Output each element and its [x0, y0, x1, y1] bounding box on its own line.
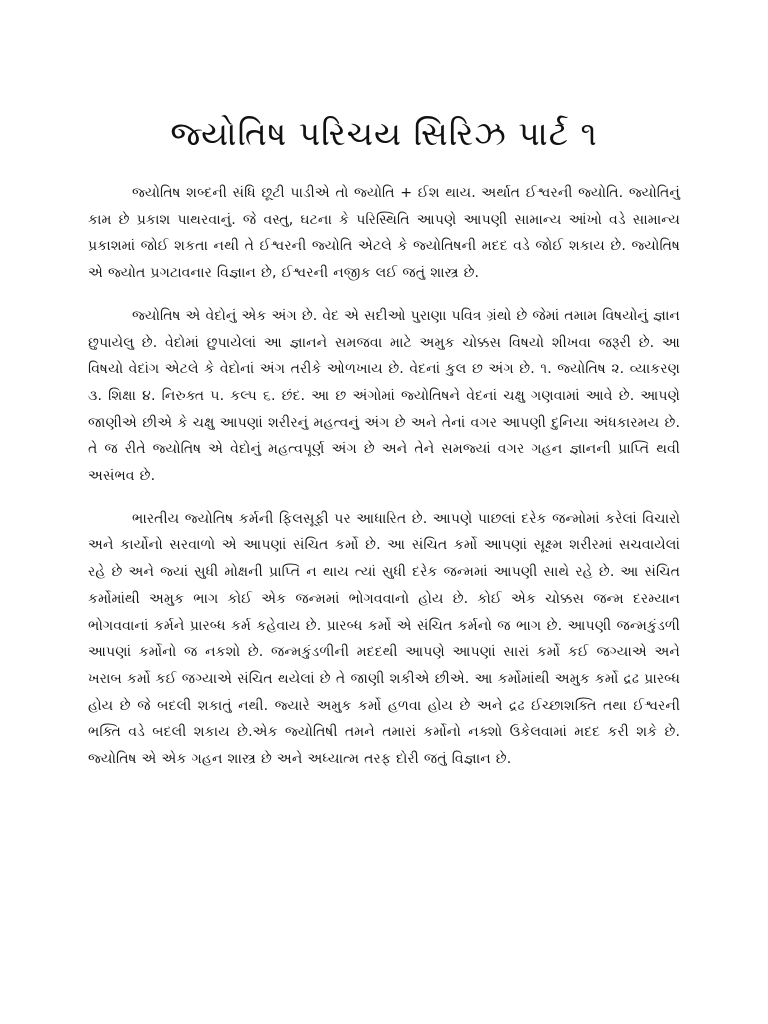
document-title: જ્યોતિષ પરિચય સિરિઝ પાર્ટ ૧ [170, 114, 598, 153]
paragraph-2: જ્યોતિષ એ વેદોનું એક અંગ છે. વેદ એ સદીઓ પુરાણા પવિત્ર ગ્રંથો છે જેમાં તમામ વિષયોનું જ્ઞાન છુપાયેલુ છે. વેદોમાં છુપાયેલાં આ જ્ઞાનને સમજવા માટે અમુક ચોક્કસ વિષયો શીખવા જરૂરી છે. આ વિષયો વેદાંગ એટલે કે વેદોનાં અંગ તરીકે ઓળખાય છે. વેદનાં કુલ છ અંગ છે. ૧. જ્યોતિષ ૨. વ્યાકરણ ૩. શિક્ષા ૪. નિરુક્ત ૫. કલ્પ ૬. છંદ. આ છ અંગોમાં જ્યોતિષને વેદનાં ચક્ષુ ગણવામાં આવે છે. આપણે જાણીએ છીએ કે ચક્ષુ આપણાં શરીરનું મહત્વનું અંગ છે અને તેનાં વગર આપણી દુનિયા અંધકારમય છે. તે જ રીતે જ્યોતિષ એ વેદોનું મહત્વપૂર્ણ અંગ છે અને તેને સમજ્યાં વગર ગહન જ્ઞાનની પ્રાપ્તિ થવી અસંભવ છે. [88, 307, 680, 485]
paragraph-3: ભારતીય જ્યોતિષ કર્મની ફિલસૂફી પર આધારિત છે. આપણે પાછલાં દરેક જન્મોમાં કરેલાં વિચારો અને કાર્યોનો સરવાળો એ આપણાં સંચિત કર્મો છે. આ સંચિત કર્મો આપણાં સૂક્ષ્મ શરીરમાં સચવાયેલાં રહે છે અને જ્યાં સુધી મોક્ષની પ્રાપ્તિ ન થાય ત્યાં સુધી દરેક જન્મમાં આપણી સાથે રહે છે. આ સંચિત કર્મોમાંથી અમુક ભાગ કોઈ એક જન્મમાં ભોગવવાનો હોય છે. કોઈ એક ચોક્કસ જન્મ દરમ્યાન ભોગવવાનાં કર્મને પ્રારબ્ધ કર્મ કહેવાય છે. પ્રારબ્ધ કર્મો એ સંચિત કર્મનો જ ભાગ છે. આપણી જન્મકુંડળી આપણાં કર્મોનો જ નકશો છે. જન્મકુંડળીની મદદથી આપણે આપણાં સારાં કર્મો કઈ જગ્યાએ અને ખરાબ કર્મો કઈ જગ્યાએ સંચિત થયેલાં છે તે જાણી શકીએ છીએ. આ કર્મોમાંથી અમુક કર્મો દ્રઢ પ્રારબ્ધ હોય છે જે બદલી શકાતું નથી. જ્યારે અમુક કર્મો હળવા હોય છે અને દ્રઢ ઈચ્છાશક્તિ તથા ઈશ્વરની ભક્તિ વડે બદલી શકાય છે.એક જ્યોતિષી તમને તમારાં કર્મોનો નક્શો ઉકેલવામાં મદદ કરી શકે છે. જ્યોતિષ એ એક ગહન શાસ્ત્ર છે અને અધ્યાત્મ તરફ દોરી જતું વિજ્ઞાન છે. [88, 510, 680, 768]
paragraph-1: જ્યોતિષ શબ્દની સંધિ છૂટી પાડીએ તો જ્યોતિ + ઈશ થાય. અર્થાત ઈશ્વરની જ્યોતિ. જ્યોતિનું કામ છે પ્રકાશ પાથરવાનું. જે વસ્તુ, ઘટના કે પરિસ્થિતિ આપણે આપણી સામાન્ય આંખો વડે સામાન્ય પ્રકાશમાં જોઈ શકતા નથી તે ઈશ્વરની જ્યોતિ એટલે કે જ્યોતિષની મદદ વડે જોઈ શકાય છે. જ્યોતિષ એ જ્યોત પ્રગટાવનાર વિજ્ઞાન છે, ઈશ્વરની નજીક લઈ જતું શાસ્ત્ર છે. [88, 185, 680, 282]
